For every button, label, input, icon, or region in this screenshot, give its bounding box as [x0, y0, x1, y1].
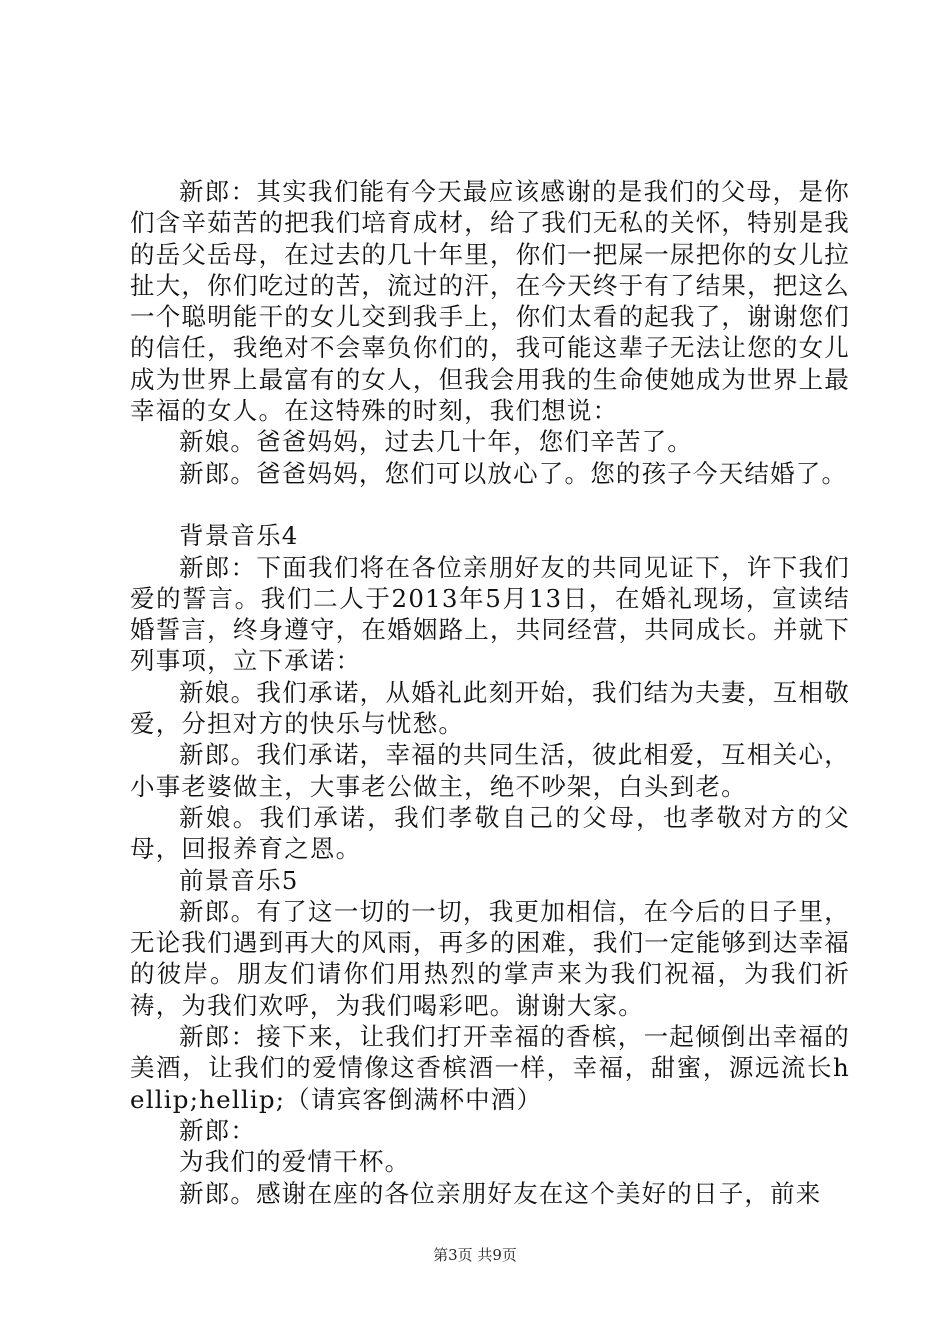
paragraph-groom-vow-intro: 新郎：下面我们将在各位亲朋好友的共同见证下，许下我们爱的誓言。我们二人于2013年5月13日，在婚礼现场，宣读结婚誓言，终身遵守，在婚姻路上，共同经营，共同成长。并就下列事项，立下承诺： [130, 552, 850, 676]
paragraph-bride-thanks: 新娘。爸爸妈妈，过去几十年，您们辛苦了。 [179, 427, 693, 457]
paragraph-groom-closing: 新郎。感谢在座的各位亲朋好友在这个美好的日子，前来 [179, 1178, 822, 1208]
page-footer [0, 1244, 950, 1265]
paragraph-music-cue-5: 前景音乐5 [179, 865, 299, 895]
paragraph-groom-label: 新郎： [179, 1115, 257, 1145]
paragraph-groom-reassure: 新郎。爸爸妈妈，您们可以放心了。您的孩子今天结婚了。 [179, 458, 848, 488]
paragraph-groom-vow: 新郎。我们承诺，幸福的共同生活，彼此相爱，互相关心，小事老婆做主，大事老公做主，绝不吵架，白头到老。 [130, 740, 850, 801]
document-body [130, 176, 850, 1209]
page-number: 第3页 共9页 [433, 1246, 517, 1264]
paragraph-music-cue-4: 背景音乐4 [179, 521, 299, 551]
paragraph-groom-blessing: 新郎。有了这一切的一切，我更加相信，在今后的日子里，无论我们遇到再大的风雨，再多的困难，我们一定能够到达幸福的彼岸。朋友们请你们用热烈的掌声来为我们祝福，为我们祈祷，为我们欢呼，为我们喝彩吧。谢谢大家。 [130, 896, 850, 1020]
paragraph-bride-vow-1: 新娘。我们承诺，从婚礼此刻开始，我们结为夫妻，互相敬爱，分担对方的快乐与忧愁。 [130, 677, 850, 739]
paragraph-groom-champagne: 新郎：接下来，让我们打开幸福的香槟，一起倾倒出幸福的美酒，让我们的爱情像这香槟酒一样，幸福，甜蜜，源远流长hellip;hellip;（请宾客倒满杯中酒） [130, 1022, 850, 1114]
paragraph-toast: 为我们的爱情干杯。 [179, 1147, 411, 1177]
paragraph-bride-vow-2: 新娘。我们承诺，我们孝敬自己的父母，也孝敬对方的父母，回报养育之恩。 [130, 802, 850, 864]
paragraph-groom-thanks-parents: 新郎：其实我们能有今天最应该感谢的是我们的父母，是你们含辛茹苦的把我们培育成材，给了我们无私的关怀，特别是我的岳父岳母，在过去的几十年里，你们一把屎一尿把你的女儿拉扯大，你们吃过的苦，流过的汗，在今天终于有了结果，把这么一个聪明能干的女儿交到我手上，你们太看的起我了，谢谢您们的信任，我绝对不会辜负你们的，我可能这辈子无法让您的女儿成为世界上最富有的女人，但我会用我的生命使她成为世界上最幸福的女人。在这特殊的时刻，我们想说： [130, 177, 850, 426]
